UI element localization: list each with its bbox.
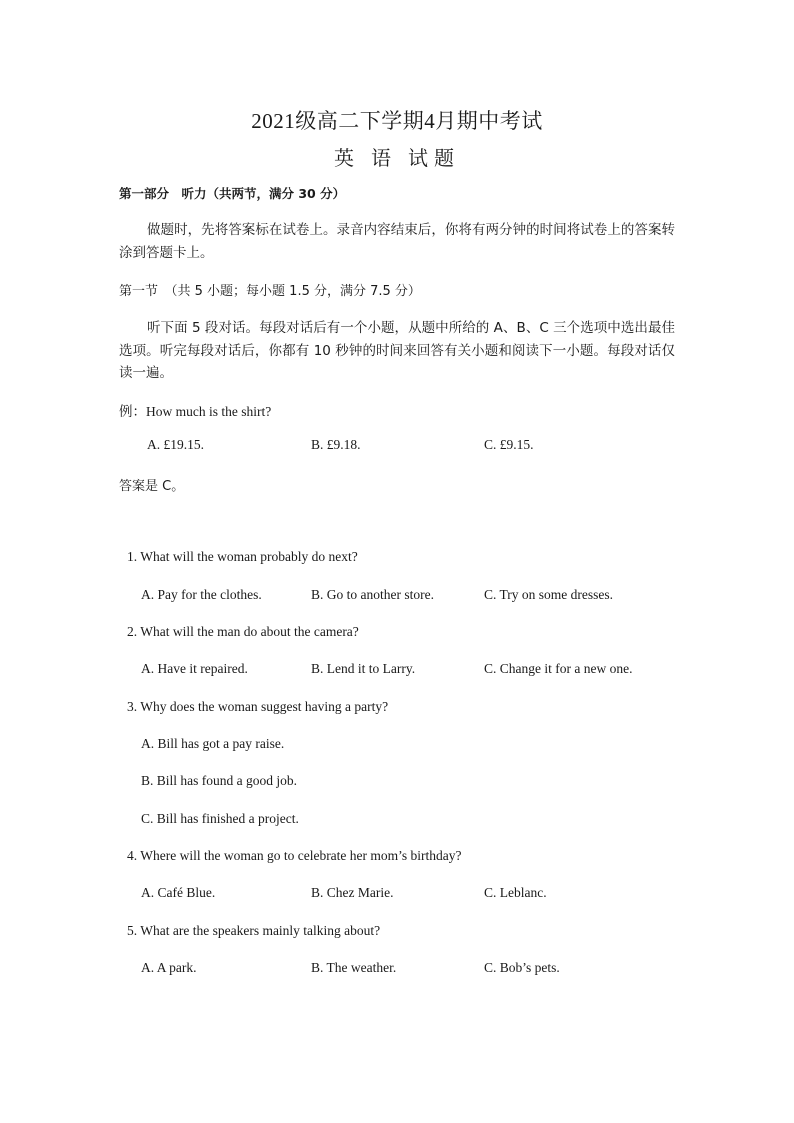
example-option-b: B. £9.18. — [311, 437, 361, 452]
q5-option-b: B. The weather. — [311, 960, 397, 975]
question-5: 5. What are the speakers mainly talking about? — [127, 923, 381, 938]
question-4: 4. Where will the woman go to celebrate her mom’s birthday? — [127, 848, 462, 863]
q1-option-a: A. Pay for the clothes. — [141, 587, 262, 602]
q2-option-b: B. Lend it to Larry. — [311, 661, 416, 676]
q4-option-b: B. Chez Marie. — [311, 885, 394, 900]
example-option-c: C. £9.15. — [484, 437, 534, 452]
q5-option-a: A. A park. — [141, 960, 197, 975]
part-heading: 第一部分 听力（共两节，满分 30 分） — [119, 186, 346, 201]
q1-option-c: C. Try on some dresses. — [484, 587, 614, 602]
q3-option-c: C. Bill has finished a project. — [141, 811, 299, 826]
section-instructions: 听下面 5 段对话。每段对话后有一个小题，从题中所给的 A、B、C 三个选项中选出最佳选项。听完每段对话后，你都有 10 秒钟的时间来回答有关小题和阅读下一小题。每段对话仅读一遍。 — [119, 320, 675, 381]
question-4-options — [0, 885, 794, 905]
section-heading: 第一节 （共 5 小题；每小题 1.5 分，满分 7.5 分） — [119, 284, 421, 299]
q5-option-c: C. Bob’s pets. — [484, 960, 560, 975]
example-option-a: A. £19.15. — [147, 437, 204, 452]
q3-option-a: A. Bill has got a pay raise. — [141, 736, 285, 751]
example-question: 例：How much is the shirt? — [119, 404, 272, 419]
exam-subtitle: 英 语 试题 — [334, 148, 460, 170]
example-options — [0, 437, 794, 457]
q3-option-b: B. Bill has found a good job. — [141, 773, 297, 788]
q2-option-c: C. Change it for a new one. — [484, 661, 633, 676]
q4-option-c: C. Leblanc. — [484, 885, 547, 900]
question-5-options — [0, 960, 794, 980]
q4-option-a: A. Café Blue. — [141, 885, 216, 900]
question-2: 2. What will the man do about the camera? — [127, 624, 359, 639]
question-1-options — [0, 587, 794, 607]
example-answer: 答案是 C。 — [119, 479, 185, 494]
question-3: 3. Why does the woman suggest having a party? — [127, 699, 389, 714]
exam-title: 2021级高二下学期4月期中考试 — [251, 109, 543, 133]
question-2-options — [0, 661, 794, 681]
part-instructions: 做题时，先将答案标在试卷上。录音内容结束后，你将有两分钟的时间将试卷上的答案转涂到答题卡上。 — [119, 222, 675, 261]
q2-option-a: A. Have it repaired. — [141, 661, 248, 676]
q1-option-b: B. Go to another store. — [311, 587, 434, 602]
question-1: 1. What will the woman probably do next? — [127, 549, 358, 564]
